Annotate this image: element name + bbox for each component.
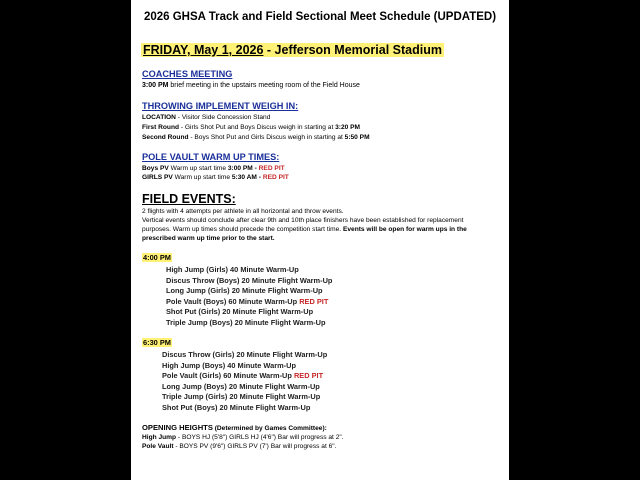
event-row: [162, 403, 310, 412]
girls-pv-dash: -: [256, 174, 263, 181]
event-row: [166, 318, 325, 327]
high-jump-opening-line: [142, 434, 344, 441]
event-row: [162, 382, 320, 391]
girls-pv-text: Warm up start time: [172, 174, 232, 181]
event-text: High Jump (Boys) 40 Minute Warm-Up: [162, 360, 296, 370]
pole-vault-label: Pole Vault: [142, 443, 174, 450]
event-pit: RED PIT: [299, 296, 329, 306]
event-text: Long Jump (Girls) 20 Minute Flight Warm-Up: [166, 286, 323, 296]
field-events-line-3b: Events will be open for warm ups in the: [342, 226, 467, 233]
second-round-label: Second Round: [142, 134, 189, 141]
boys-pv-label: Boys PV: [142, 165, 169, 172]
event-text: High Jump (Girls) 40 Minute Warm-Up: [166, 265, 299, 274]
block2-time: 6:30 PM: [143, 338, 171, 347]
boys-pv-text: Warm up start time: [168, 165, 228, 172]
schedule-page: [131, 0, 509, 480]
boys-pv-pit: RED PIT: [258, 165, 285, 172]
location-text: - Visitor Side Concession Stand: [175, 114, 271, 121]
second-round-text: - Boys Shot Put and Girls Discus weigh in starting at: [188, 134, 345, 141]
event-row: [162, 350, 327, 359]
event-text: Discus Throw (Girls) 20 Minute Flight Warm-Up: [162, 350, 328, 359]
coaches-meeting-line: [142, 82, 360, 89]
girls-pv-time: 5:30 AM: [231, 174, 257, 181]
event-row: [166, 265, 299, 274]
field-events-line-4: prescribed warm up time prior to the start.: [142, 235, 275, 242]
event-pit: RED PIT: [293, 371, 324, 381]
opening-heights-heading: OPENING HEIGHTS: [142, 423, 213, 432]
pole-vault-heading: POLE VAULT WARM UP TIMES:: [142, 152, 280, 162]
weigh-in-heading: THROWING IMPLEMENT WEIGH IN:: [142, 101, 299, 111]
coaches-meeting-time: 3:00 PM: [142, 82, 169, 89]
field-events-line-2: Vertical events should conclude after clear 9th and 10th place finishers have been established for replacement: [142, 217, 464, 224]
opening-heights-line: [142, 423, 327, 432]
high-jump-text: - BOYS HJ (5'8") GIRLS HJ (4'6") Bar will progress at 2".: [176, 434, 344, 441]
event-text: Pole Vault (Boys) 60 Minute Warm-Up: [166, 296, 300, 306]
field-events-line-3: [142, 226, 467, 233]
event-text: Discus Throw (Boys) 20 Minute Flight Warm-Up: [166, 275, 333, 285]
meet-date: FRIDAY, May 1, 2026: [143, 43, 264, 57]
high-jump-label: High Jump: [142, 434, 177, 441]
girls-pv-line: [142, 174, 289, 181]
event-row: [166, 297, 328, 306]
girls-pv-label: GIRLS PV: [142, 174, 173, 181]
coaches-meeting-heading: COACHES MEETING: [142, 69, 233, 79]
meet-venue: - Jefferson Memorial Stadium: [263, 43, 442, 57]
boys-pv-dash: -: [252, 165, 259, 172]
field-events-line-3a: purposes. Warm up times should precede the competition start time.: [142, 226, 343, 233]
event-row: [162, 371, 323, 380]
event-text: Long Jump (Boys) 20 Minute Flight Warm-Up: [162, 381, 320, 391]
event-row: [166, 307, 313, 316]
event-text: Shot Put (Girls) 20 Minute Flight Warm-Up: [166, 307, 314, 317]
pole-vault-text: - BOYS PV (9'6") GIRLS PV (7') Bar will progress at 6".: [173, 443, 337, 450]
first-round-text: - Girls Shot Put and Boys Discus weigh in starting at: [179, 124, 336, 131]
weigh-in-second-round: [142, 134, 370, 141]
weigh-in-location: [142, 114, 270, 121]
location-label: LOCATION: [142, 114, 176, 121]
date-venue-banner: [141, 43, 444, 57]
event-text: Pole Vault (Girls) 60 Minute Warm-Up: [162, 371, 294, 381]
block1-time: 4:00 PM: [143, 253, 171, 262]
second-round-time: 5:50 PM: [344, 134, 370, 141]
event-row: [162, 361, 296, 370]
event-row: [162, 392, 320, 401]
event-text: Triple Jump (Girls) 20 Minute Flight Warm-Up: [162, 392, 321, 402]
opening-heights-note: (Determined by Games Committee):: [212, 425, 327, 432]
event-text: Triple Jump (Boys) 20 Minute Flight Warm-Up: [166, 318, 326, 327]
document-title: 2026 GHSA Track and Field Sectional Meet Schedule (UPDATED): [143, 11, 497, 23]
coaches-meeting-text: brief meeting in the upstairs meeting room of the Field House: [168, 82, 360, 89]
first-round-label: First Round: [142, 124, 179, 131]
event-row: [166, 286, 323, 295]
girls-pv-pit: RED PIT: [262, 174, 289, 181]
event-row: [166, 276, 332, 285]
field-events-line-1: 2 flights with 4 attempts per athlete in all horizontal and throw events.: [142, 208, 344, 215]
boys-pv-line: [142, 165, 285, 172]
pole-vault-opening-line: [142, 443, 336, 450]
first-round-time: 3:20 PM: [335, 124, 361, 131]
weigh-in-first-round: [142, 124, 360, 131]
boys-pv-time: 3:00 PM: [227, 165, 253, 172]
event-text: Shot Put (Boys) 20 Minute Flight Warm-Up: [162, 403, 311, 412]
field-events-heading: FIELD EVENTS:: [142, 192, 236, 206]
